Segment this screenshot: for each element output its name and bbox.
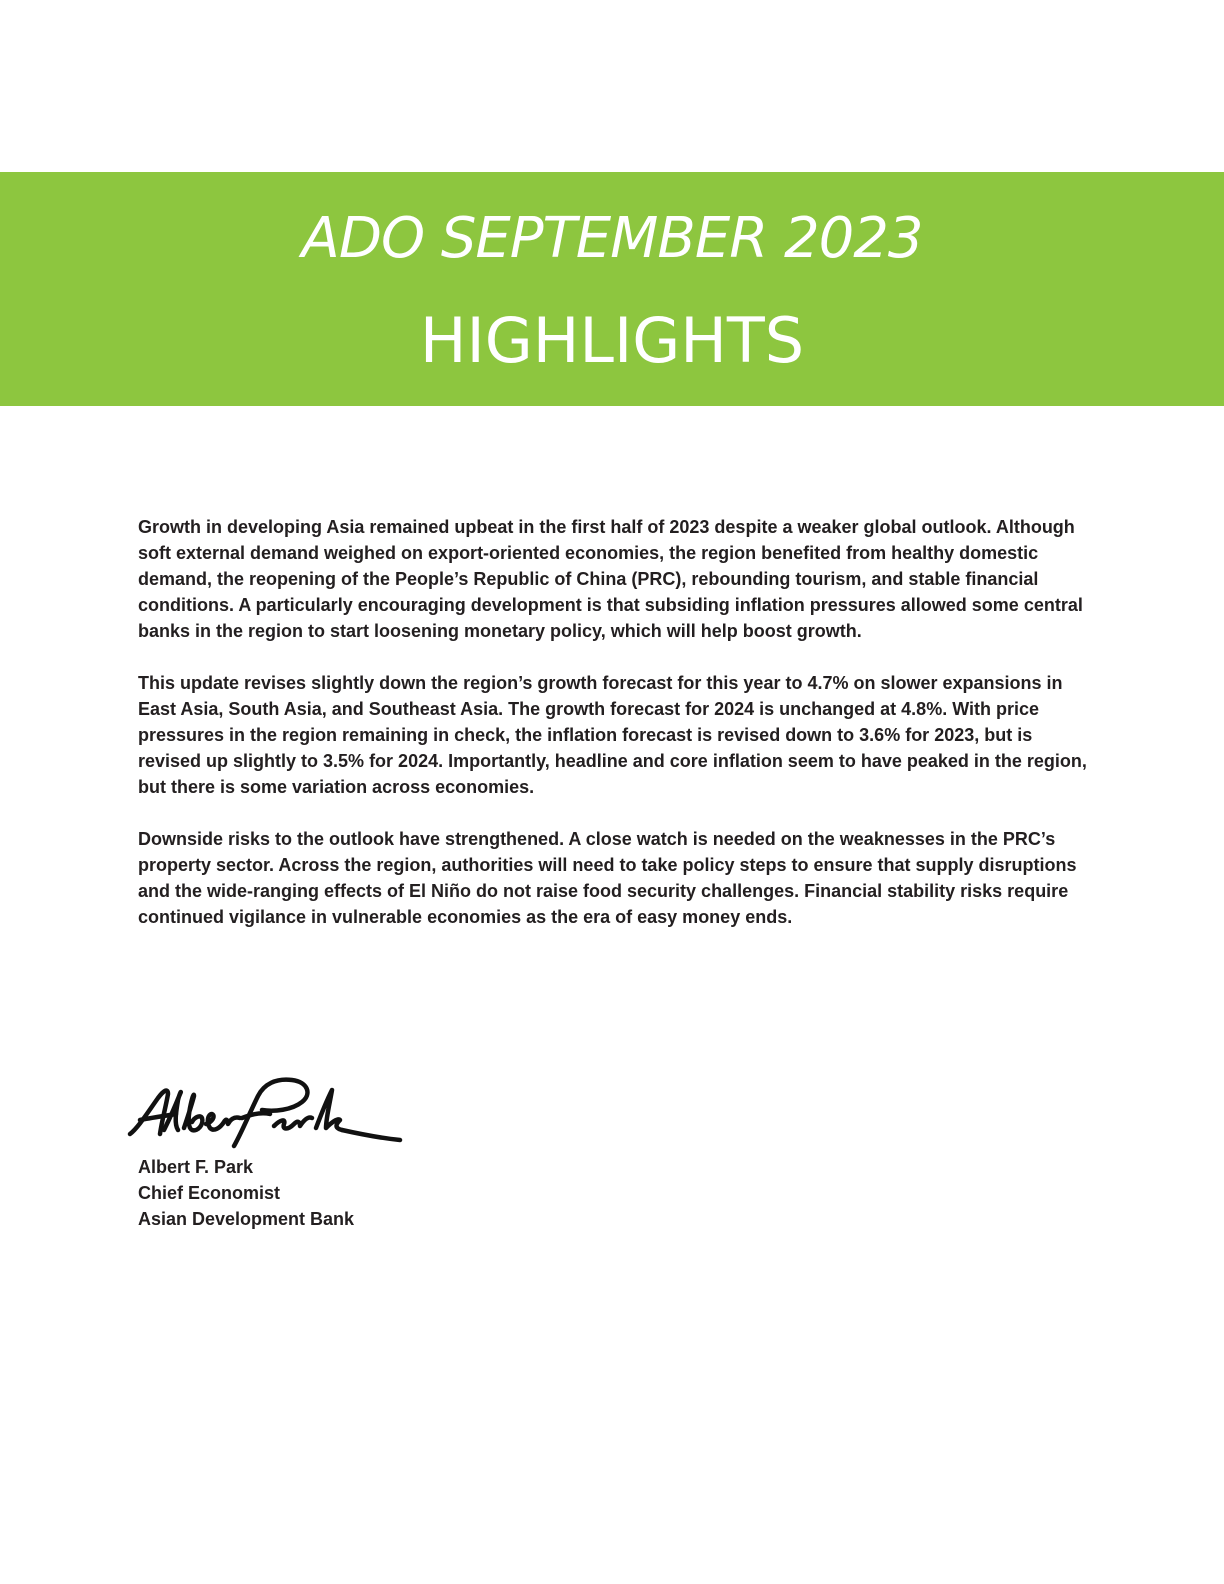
handwritten-signature [124,1072,404,1154]
paragraph-growth: Growth in developing Asia remained upbeat in the first half of 2023 despite a weaker global outlook. Although soft external demand weighed on export-oriented economies, the region benefited from healthy domestic demand, the reopening of the People’s Republic of China (PRC), rebounding tourism, and stable financial conditions. A particularly encouraging development is that subsiding inflation pressures allowed some central banks in the region to start loosening monetary policy, which will help boost growth. [138,517,1083,641]
signatory-organization: Asian Development Bank [138,1209,355,1229]
highlights-body [138,514,1088,956]
banner-title-line2: HIGHLIGHTS [419,304,805,377]
paragraph-risks: Downside risks to the outlook have strengthened. A close watch is needed on the weaknesses in the PRC’s property sector. Across the region, authorities will need to take policy steps to ensure that supply disruptions and the wide-ranging effects of El Niño do not raise food security challenges. Financial stability risks require continued vigilance in vulnerable economies as the era of easy money ends. [138,829,1077,927]
signature-block [138,1154,354,1232]
paragraph-forecast: This update revises slightly down the region’s growth forecast for this year to 4.7% on slower expansions in East Asia, South Asia, and Southeast Asia. The growth forecast for 2024 is unchanged at 4.8%. With price pressures in the region remaining in check, the inflation forecast is revised down to 3.6% for 2023, but is revised up slightly to 3.5% for 2024. Importantly, headline and core inflation seem to have peaked in the region, but there is some variation across economies. [138,673,1087,797]
banner-title-line1: ADO SEPTEMBER 2023 [301,206,923,271]
signatory-name: Albert F. Park [138,1157,254,1177]
signatory-title: Chief Economist [138,1183,281,1203]
title-banner [0,172,1224,406]
